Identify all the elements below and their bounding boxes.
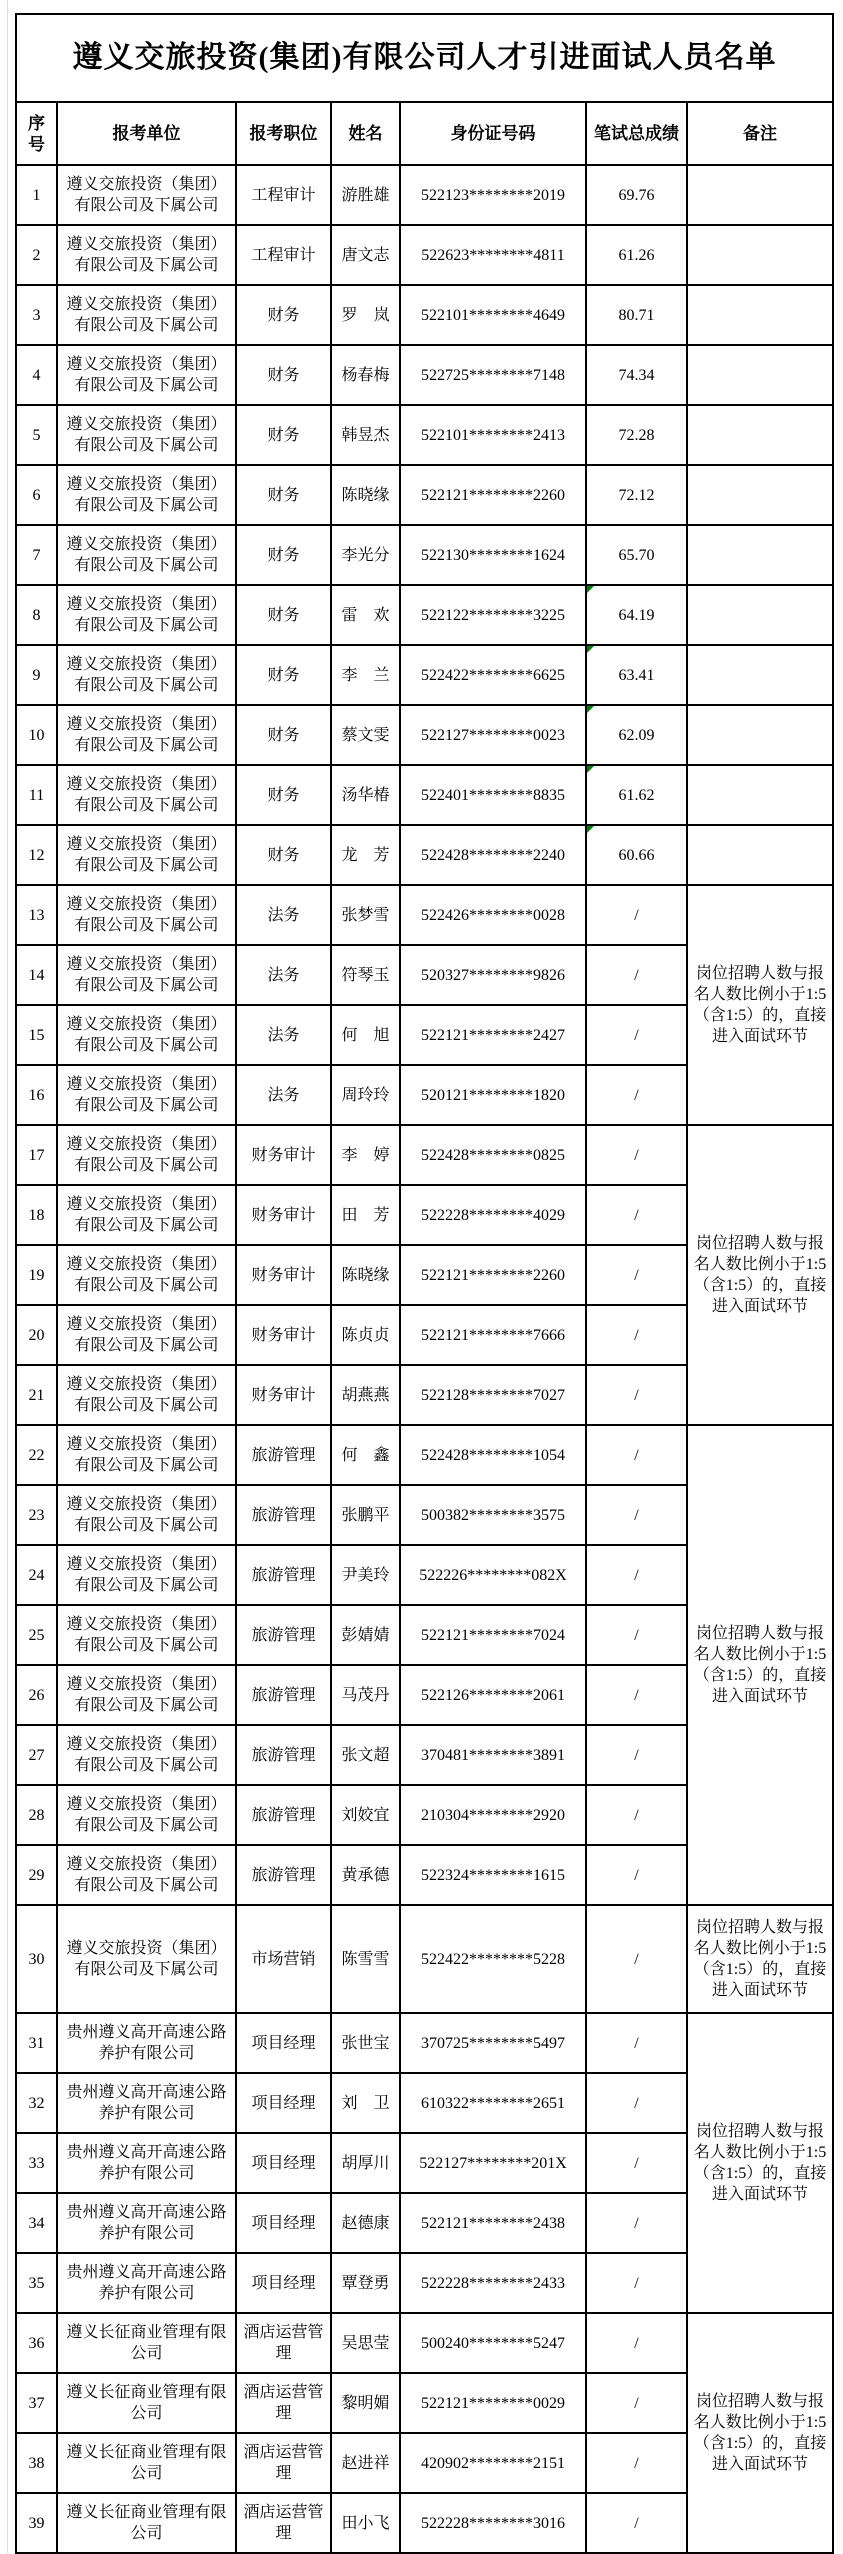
- cell-unit: 遵义交旅投资（集团）有限公司及下属公司: [57, 225, 236, 285]
- table-row: [16, 1425, 833, 1485]
- table-row: [16, 2313, 833, 2373]
- cell-position: 财务: [236, 645, 331, 705]
- cell-id-number: 522422********5228: [400, 1905, 586, 2013]
- cell-unit: 遵义交旅投资（集团）有限公司及下属公司: [57, 1305, 236, 1365]
- cell-unit: 遵义交旅投资（集团）有限公司及下属公司: [57, 1365, 236, 1425]
- cell-position: 财务: [236, 765, 331, 825]
- cell-name: 覃登勇: [331, 2253, 400, 2313]
- cell-unit: 遵义交旅投资（集团）有限公司及下属公司: [57, 1125, 236, 1185]
- cell-id-number: 522101********2413: [400, 405, 586, 465]
- cell-position: 法务: [236, 945, 331, 1005]
- cell-score: /: [586, 1665, 687, 1725]
- cell-serial: 22: [16, 1425, 57, 1485]
- col-header-no: 序号: [16, 102, 57, 165]
- cell-unit: 贵州遵义高开高速公路养护有限公司: [57, 2253, 236, 2313]
- cell-name: 赵德康: [331, 2193, 400, 2253]
- cell-name: 罗 岚: [331, 285, 400, 345]
- table-row: [16, 465, 833, 525]
- cell-id-number: 522725********7148: [400, 345, 586, 405]
- cell-unit: 贵州遵义高开高速公路养护有限公司: [57, 2013, 236, 2073]
- error-triangle-icon: [587, 706, 594, 713]
- cell-position: 旅游管理: [236, 1845, 331, 1905]
- cell-position: 财务审计: [236, 1245, 331, 1305]
- table-row: [16, 585, 833, 645]
- cell-position: 市场营销: [236, 1905, 331, 2013]
- error-triangle-icon: [587, 766, 594, 773]
- cell-score: /: [586, 2253, 687, 2313]
- cell-score: 64.19: [586, 585, 687, 645]
- cell-position: 财务: [236, 825, 331, 885]
- cell-position: 财务审计: [236, 1365, 331, 1425]
- cell-unit: 遵义交旅投资（集团）有限公司及下属公司: [57, 645, 236, 705]
- cell-score: /: [586, 1065, 687, 1125]
- title-row: [16, 14, 833, 102]
- cell-score: /: [586, 1425, 687, 1485]
- table-row: [16, 525, 833, 585]
- cell-id-number: 522123********2019: [400, 165, 586, 225]
- cell-position: 旅游管理: [236, 1785, 331, 1845]
- cell-id-number: 522127********0023: [400, 705, 586, 765]
- cell-serial: 8: [16, 585, 57, 645]
- cell-position: 财务审计: [236, 1305, 331, 1365]
- table-row: [16, 1125, 833, 1185]
- cell-score: 63.41: [586, 645, 687, 705]
- cell-id-number: 522428********1054: [400, 1425, 586, 1485]
- cell-name: 何 鑫: [331, 1425, 400, 1485]
- cell-score: 65.70: [586, 525, 687, 585]
- cell-position: 酒店运营管理: [236, 2433, 331, 2493]
- cell-remark: [687, 585, 833, 645]
- cell-unit: 遵义交旅投资（集团）有限公司及下属公司: [57, 465, 236, 525]
- cell-name: 汤华椿: [331, 765, 400, 825]
- cell-id-number: 522122********3225: [400, 585, 586, 645]
- cell-score: 74.34: [586, 345, 687, 405]
- cell-score: /: [586, 2013, 687, 2073]
- cell-name: 刘 卫: [331, 2073, 400, 2133]
- col-header-name: 姓名: [331, 102, 400, 165]
- cell-score: /: [586, 2493, 687, 2553]
- cell-unit: 遵义交旅投资（集团）有限公司及下属公司: [57, 1905, 236, 2013]
- cell-unit: 遵义交旅投资（集团）有限公司及下属公司: [57, 1065, 236, 1125]
- cell-serial: 37: [16, 2373, 57, 2433]
- table-row: [16, 345, 833, 405]
- cell-name: 赵进祥: [331, 2433, 400, 2493]
- col-header-unit: 报考单位: [57, 102, 236, 165]
- cell-serial: 15: [16, 1005, 57, 1065]
- cell-position: 法务: [236, 1065, 331, 1125]
- cell-score: /: [586, 1845, 687, 1905]
- cell-name: 尹美玲: [331, 1545, 400, 1605]
- cell-unit: 贵州遵义高开高速公路养护有限公司: [57, 2133, 236, 2193]
- cell-score: /: [586, 1245, 687, 1305]
- cell-unit: 遵义交旅投资（集团）有限公司及下属公司: [57, 345, 236, 405]
- table-row: [16, 2013, 833, 2073]
- cell-serial: 11: [16, 765, 57, 825]
- col-header-position: 报考职位: [236, 102, 331, 165]
- cell-id-number: 522426********0028: [400, 885, 586, 945]
- cell-name: 李 婷: [331, 1125, 400, 1185]
- cell-score: /: [586, 1545, 687, 1605]
- cell-remark: 岗位招聘人数与报名人数比例小于1:5（含1:5）的，直接进入面试环节: [687, 2013, 833, 2313]
- cell-unit: 遵义交旅投资（集团）有限公司及下属公司: [57, 1245, 236, 1305]
- cell-remark: [687, 225, 833, 285]
- cell-score: /: [586, 1905, 687, 2013]
- cell-position: 酒店运营管理: [236, 2373, 331, 2433]
- cell-remark: [687, 285, 833, 345]
- cell-score: /: [586, 1125, 687, 1185]
- cell-score: /: [586, 2433, 687, 2493]
- cell-score: /: [586, 945, 687, 1005]
- cell-unit: 遵义交旅投资（集团）有限公司及下属公司: [57, 945, 236, 1005]
- cell-remark: 岗位招聘人数与报名人数比例小于1:5（含1:5）的，直接进入面试环节: [687, 885, 833, 1125]
- cell-position: 财务: [236, 465, 331, 525]
- cell-serial: 21: [16, 1365, 57, 1425]
- cell-score: 72.12: [586, 465, 687, 525]
- cell-score: /: [586, 2073, 687, 2133]
- cell-position: 旅游管理: [236, 1485, 331, 1545]
- cell-position: 财务: [236, 285, 331, 345]
- cell-serial: 3: [16, 285, 57, 345]
- cell-name: 杨春梅: [331, 345, 400, 405]
- table-row: [16, 705, 833, 765]
- cell-position: 财务: [236, 525, 331, 585]
- interview-table: [15, 13, 834, 2554]
- cell-unit: 遵义长征商业管理有限公司: [57, 2373, 236, 2433]
- cell-name: 张文超: [331, 1725, 400, 1785]
- cell-position: 项目经理: [236, 2133, 331, 2193]
- cell-name: 黄承德: [331, 1845, 400, 1905]
- cell-score: 69.76: [586, 165, 687, 225]
- cell-unit: 遵义交旅投资（集团）有限公司及下属公司: [57, 1005, 236, 1065]
- table-row: [16, 405, 833, 465]
- cell-id-number: 522126********2061: [400, 1665, 586, 1725]
- cell-serial: 16: [16, 1065, 57, 1125]
- interview-list-sheet: [15, 13, 834, 2554]
- cell-id-number: 370481********3891: [400, 1725, 586, 1785]
- cell-unit: 贵州遵义高开高速公路养护有限公司: [57, 2073, 236, 2133]
- cell-name: 陈贞贞: [331, 1305, 400, 1365]
- table-body: [16, 165, 833, 2553]
- cell-serial: 4: [16, 345, 57, 405]
- cell-unit: 遵义交旅投资（集团）有限公司及下属公司: [57, 825, 236, 885]
- cell-serial: 1: [16, 165, 57, 225]
- cell-serial: 10: [16, 705, 57, 765]
- cell-id-number: 522121********7666: [400, 1305, 586, 1365]
- cell-remark: [687, 765, 833, 825]
- cell-position: 财务: [236, 705, 331, 765]
- cell-score: /: [586, 1605, 687, 1665]
- cell-name: 刘姣宜: [331, 1785, 400, 1845]
- cell-name: 唐文志: [331, 225, 400, 285]
- cell-name: 李光分: [331, 525, 400, 585]
- cell-unit: 遵义交旅投资（集团）有限公司及下属公司: [57, 405, 236, 465]
- cell-id-number: 210304********2920: [400, 1785, 586, 1845]
- cell-score: /: [586, 1485, 687, 1545]
- cell-remark: 岗位招聘人数与报名人数比例小于1:5（含1:5）的，直接进入面试环节: [687, 1425, 833, 1905]
- cell-serial: 27: [16, 1725, 57, 1785]
- cell-serial: 30: [16, 1905, 57, 2013]
- cell-unit: 遵义交旅投资（集团）有限公司及下属公司: [57, 285, 236, 345]
- cell-serial: 17: [16, 1125, 57, 1185]
- cell-id-number: 520327********9826: [400, 945, 586, 1005]
- cell-id-number: 500382********3575: [400, 1485, 586, 1545]
- cell-id-number: 522422********6625: [400, 645, 586, 705]
- cell-unit: 遵义交旅投资（集团）有限公司及下属公司: [57, 1425, 236, 1485]
- col-header-id-number: 身份证号码: [400, 102, 586, 165]
- error-triangle-icon: [587, 646, 594, 653]
- cell-position: 旅游管理: [236, 1425, 331, 1485]
- cell-serial: 28: [16, 1785, 57, 1845]
- cell-position: 项目经理: [236, 2073, 331, 2133]
- cell-score: 61.26: [586, 225, 687, 285]
- cell-serial: 13: [16, 885, 57, 945]
- cell-name: 田 芳: [331, 1185, 400, 1245]
- cell-serial: 23: [16, 1485, 57, 1545]
- cell-name: 陈晓缘: [331, 1245, 400, 1305]
- cell-position: 财务审计: [236, 1185, 331, 1245]
- cell-serial: 25: [16, 1605, 57, 1665]
- cell-id-number: 522226********082X: [400, 1545, 586, 1605]
- cell-serial: 7: [16, 525, 57, 585]
- cell-score: /: [586, 1785, 687, 1845]
- cell-serial: 26: [16, 1665, 57, 1725]
- cell-score: 80.71: [586, 285, 687, 345]
- cell-unit: 贵州遵义高开高速公路养护有限公司: [57, 2193, 236, 2253]
- cell-score: /: [586, 885, 687, 945]
- cell-position: 财务: [236, 585, 331, 645]
- cell-position: 项目经理: [236, 2013, 331, 2073]
- cell-score: /: [586, 1725, 687, 1785]
- cell-score: /: [586, 2373, 687, 2433]
- cell-serial: 39: [16, 2493, 57, 2553]
- cell-serial: 32: [16, 2073, 57, 2133]
- cell-id-number: 370725********5497: [400, 2013, 586, 2073]
- cell-score: /: [586, 1005, 687, 1065]
- cell-serial: 29: [16, 1845, 57, 1905]
- cell-unit: 遵义交旅投资（集团）有限公司及下属公司: [57, 165, 236, 225]
- page-title: 遵义交旅投资(集团)有限公司人才引进面试人员名单: [16, 14, 833, 102]
- cell-name: 张梦雪: [331, 885, 400, 945]
- cell-unit: 遵义交旅投资（集团）有限公司及下属公司: [57, 585, 236, 645]
- cell-name: 李 兰: [331, 645, 400, 705]
- cell-name: 游胜雄: [331, 165, 400, 225]
- cell-serial: 31: [16, 2013, 57, 2073]
- cell-name: 韩昱杰: [331, 405, 400, 465]
- cell-id-number: 522127********201X: [400, 2133, 586, 2193]
- cell-position: 酒店运营管理: [236, 2493, 331, 2553]
- cell-serial: 6: [16, 465, 57, 525]
- cell-position: 旅游管理: [236, 1665, 331, 1725]
- cell-score: 60.66: [586, 825, 687, 885]
- cell-position: 工程审计: [236, 225, 331, 285]
- table-row: [16, 285, 833, 345]
- cell-id-number: 522128********7027: [400, 1365, 586, 1425]
- table-header-row: [16, 102, 833, 165]
- cell-id-number: 420902********2151: [400, 2433, 586, 2493]
- cell-serial: 38: [16, 2433, 57, 2493]
- cell-score: 72.28: [586, 405, 687, 465]
- cell-score: /: [586, 1365, 687, 1425]
- cell-id-number: 522121********2260: [400, 465, 586, 525]
- table-row: [16, 765, 833, 825]
- cell-id-number: 522228********3016: [400, 2493, 586, 2553]
- cell-name: 张鹏平: [331, 1485, 400, 1545]
- cell-name: 田小飞: [331, 2493, 400, 2553]
- cell-position: 项目经理: [236, 2193, 331, 2253]
- cell-name: 张世宝: [331, 2013, 400, 2073]
- cell-id-number: 522121********7024: [400, 1605, 586, 1665]
- cell-unit: 遵义长征商业管理有限公司: [57, 2493, 236, 2553]
- cell-serial: 5: [16, 405, 57, 465]
- cell-unit: 遵义交旅投资（集团）有限公司及下属公司: [57, 1845, 236, 1905]
- cell-name: 龙 芳: [331, 825, 400, 885]
- cell-id-number: 522428********2240: [400, 825, 586, 885]
- error-triangle-icon: [587, 826, 594, 833]
- cell-remark: [687, 345, 833, 405]
- cell-name: 胡厚川: [331, 2133, 400, 2193]
- cell-unit: 遵义交旅投资（集团）有限公司及下属公司: [57, 1665, 236, 1725]
- cell-id-number: 522324********1615: [400, 1845, 586, 1905]
- cell-name: 符琴玉: [331, 945, 400, 1005]
- cell-score: /: [586, 2313, 687, 2373]
- cell-id-number: 522121********2438: [400, 2193, 586, 2253]
- cell-serial: 24: [16, 1545, 57, 1605]
- cell-unit: 遵义交旅投资（集团）有限公司及下属公司: [57, 1785, 236, 1845]
- cell-unit: 遵义交旅投资（集团）有限公司及下属公司: [57, 705, 236, 765]
- cell-serial: 33: [16, 2133, 57, 2193]
- cell-position: 旅游管理: [236, 1725, 331, 1785]
- cell-serial: 12: [16, 825, 57, 885]
- error-triangle-icon: [587, 586, 594, 593]
- cell-serial: 35: [16, 2253, 57, 2313]
- table-row: [16, 1905, 833, 2013]
- cell-name: 马茂丹: [331, 1665, 400, 1725]
- cell-serial: 14: [16, 945, 57, 1005]
- cell-remark: [687, 705, 833, 765]
- cell-position: 旅游管理: [236, 1605, 331, 1665]
- cell-unit: 遵义交旅投资（集团）有限公司及下属公司: [57, 525, 236, 585]
- cell-id-number: 522228********4029: [400, 1185, 586, 1245]
- cell-position: 财务: [236, 405, 331, 465]
- cell-id-number: 522121********2260: [400, 1245, 586, 1305]
- cell-remark: [687, 525, 833, 585]
- cell-serial: 20: [16, 1305, 57, 1365]
- cell-name: 雷 欢: [331, 585, 400, 645]
- cell-id-number: 522401********8835: [400, 765, 586, 825]
- cell-name: 蔡文雯: [331, 705, 400, 765]
- cell-id-number: 522228********2433: [400, 2253, 586, 2313]
- cell-name: 陈雪雪: [331, 1905, 400, 2013]
- cell-position: 项目经理: [236, 2253, 331, 2313]
- cell-id-number: 610322********2651: [400, 2073, 586, 2133]
- cell-unit: 遵义交旅投资（集团）有限公司及下属公司: [57, 1605, 236, 1665]
- cell-unit: 遵义交旅投资（集团）有限公司及下属公司: [57, 1185, 236, 1245]
- cell-serial: 19: [16, 1245, 57, 1305]
- cell-unit: 遵义交旅投资（集团）有限公司及下属公司: [57, 1485, 236, 1545]
- cell-id-number: 522121********0029: [400, 2373, 586, 2433]
- table-row: [16, 825, 833, 885]
- cell-position: 法务: [236, 885, 331, 945]
- cell-unit: 遵义交旅投资（集团）有限公司及下属公司: [57, 765, 236, 825]
- cell-name: 彭婧婧: [331, 1605, 400, 1665]
- cell-name: 吴思莹: [331, 2313, 400, 2373]
- col-header-score: 笔试总成绩: [586, 102, 687, 165]
- cell-unit: 遵义长征商业管理有限公司: [57, 2313, 236, 2373]
- table-row: [16, 645, 833, 705]
- cell-serial: 2: [16, 225, 57, 285]
- cell-id-number: 500240********5247: [400, 2313, 586, 2373]
- cell-name: 黎明媚: [331, 2373, 400, 2433]
- cell-unit: 遵义交旅投资（集团）有限公司及下属公司: [57, 1725, 236, 1785]
- cell-score: /: [586, 2133, 687, 2193]
- cell-remark: [687, 645, 833, 705]
- cell-score: 62.09: [586, 705, 687, 765]
- cell-position: 法务: [236, 1005, 331, 1065]
- cell-serial: 9: [16, 645, 57, 705]
- cell-score: /: [586, 1185, 687, 1245]
- cell-unit: 遵义交旅投资（集团）有限公司及下属公司: [57, 885, 236, 945]
- cell-id-number: 522623********4811: [400, 225, 586, 285]
- cell-score: 61.62: [586, 765, 687, 825]
- cell-remark: 岗位招聘人数与报名人数比例小于1:5（含1:5）的，直接进入面试环节: [687, 1125, 833, 1425]
- sheet-gridline: [7, 0, 8, 2553]
- cell-name: 周玲玲: [331, 1065, 400, 1125]
- cell-serial: 34: [16, 2193, 57, 2253]
- cell-remark: 岗位招聘人数与报名人数比例小于1:5（含1:5）的，直接进入面试环节: [687, 2313, 833, 2553]
- cell-remark: [687, 165, 833, 225]
- cell-remark: 岗位招聘人数与报名人数比例小于1:5（含1:5）的，直接进入面试环节: [687, 1905, 833, 2013]
- cell-name: 胡燕燕: [331, 1365, 400, 1425]
- cell-id-number: 522428********0825: [400, 1125, 586, 1185]
- col-header-remark: 备注: [687, 102, 833, 165]
- table-row: [16, 225, 833, 285]
- cell-position: 财务: [236, 345, 331, 405]
- cell-remark: [687, 465, 833, 525]
- cell-unit: 遵义交旅投资（集团）有限公司及下属公司: [57, 1545, 236, 1605]
- cell-name: 陈晓缘: [331, 465, 400, 525]
- table-row: [16, 885, 833, 945]
- cell-unit: 遵义长征商业管理有限公司: [57, 2433, 236, 2493]
- cell-name: 何 旭: [331, 1005, 400, 1065]
- cell-id-number: 522130********1624: [400, 525, 586, 585]
- cell-position: 工程审计: [236, 165, 331, 225]
- cell-score: /: [586, 1305, 687, 1365]
- cell-id-number: 522101********4649: [400, 285, 586, 345]
- cell-serial: 36: [16, 2313, 57, 2373]
- cell-position: 旅游管理: [236, 1545, 331, 1605]
- cell-position: 财务审计: [236, 1125, 331, 1185]
- cell-score: /: [586, 2193, 687, 2253]
- cell-remark: [687, 825, 833, 885]
- cell-remark: [687, 405, 833, 465]
- cell-id-number: 522121********2427: [400, 1005, 586, 1065]
- cell-serial: 18: [16, 1185, 57, 1245]
- cell-id-number: 520121********1820: [400, 1065, 586, 1125]
- table-row: [16, 165, 833, 225]
- cell-position: 酒店运营管理: [236, 2313, 331, 2373]
